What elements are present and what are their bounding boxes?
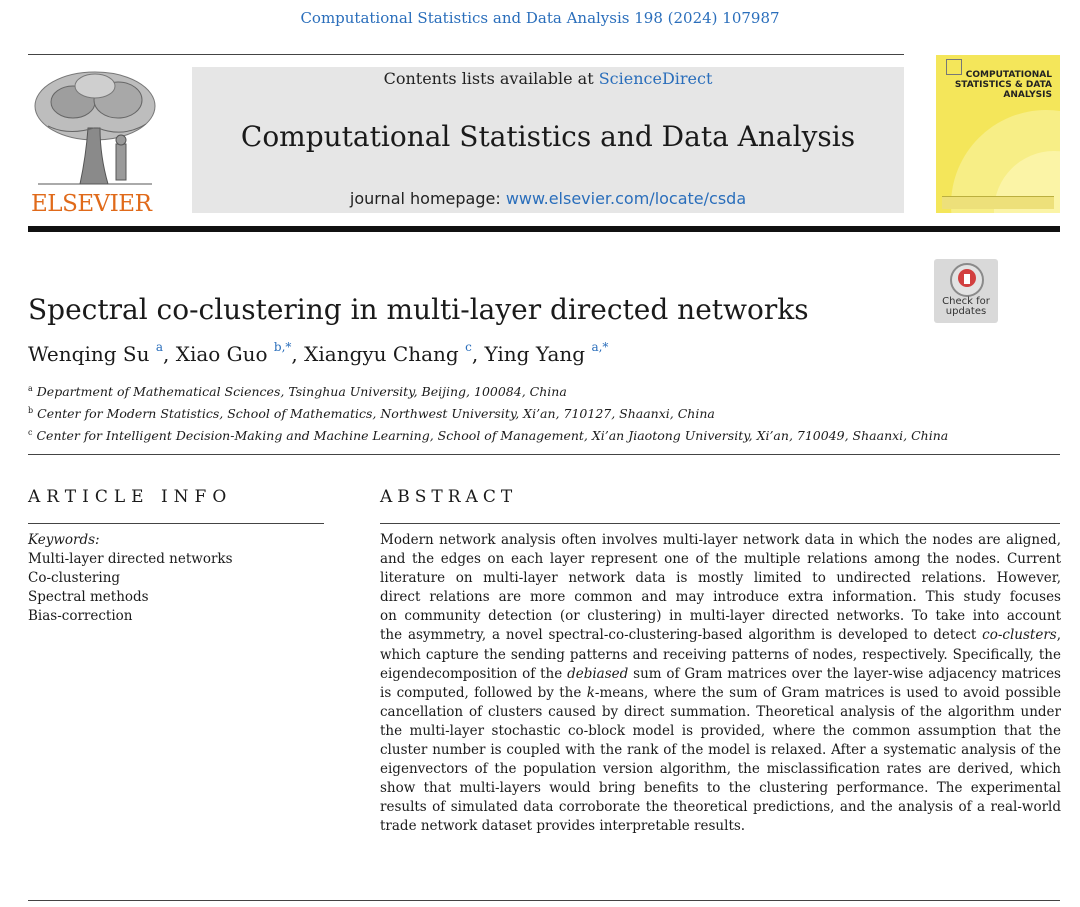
journal-citation[interactable]: Computational Statistics and Data Analysis 198 (2024) 107987 [300,9,780,27]
abstract-line: results of simulated data corroborate the theoretical predictions, and the analysis of a real-world [380,799,1061,816]
author-list [28,342,608,366]
header-thick-rule [28,226,1060,232]
author-affiliation-mark[interactable]: a [155,340,163,355]
author-separator: , [291,342,305,366]
author-separator: , [162,342,176,366]
abstract-line: is computed, followed by the k-means, where the sum of Gram matrices is used to avoid possible [380,684,1061,701]
elsevier-logo-text[interactable]: ELSEVIER [31,191,152,217]
author[interactable]: Xiangyu Chang [304,342,459,366]
keyword-item: Bias-correction [28,608,133,624]
author[interactable]: Ying Yang [484,342,586,366]
abstract-body [380,531,1061,837]
author-affiliation-mark[interactable]: c [465,340,472,355]
abstract-line: and the edges on each layer represent one of the multiple relations among the nodes. Current [380,551,1061,568]
author-separator: , [471,342,485,366]
abstract-line: on community detection (or clustering) in multi-layer directed networks. To take into account [380,608,1061,625]
abstract-rule [380,523,1060,524]
keyword-item: Multi-layer directed networks [28,551,233,567]
homepage-prefix: journal homepage: [349,189,506,208]
affiliation-mark: c [28,428,33,438]
keywords-block [28,531,233,626]
abstract-line: eigenvectors of the population version algorithm, the misclassification rates are derived, which [380,761,1061,778]
author-affiliation-mark[interactable]: b,* [273,340,292,355]
check-updates-label: Check for updates [942,296,990,317]
affiliation-mark: a [28,384,33,393]
affiliation-item [28,401,948,423]
keyword-item: Spectral methods [28,589,149,605]
abstract-line: literature on multi-layer network data is mostly limited to undirected relations. However, [380,570,1061,587]
affiliation-item [28,379,948,401]
bookmark-icon [950,263,984,297]
author[interactable]: Wenqing Su [28,342,150,366]
affiliation-text: Center for Modern Statistics, School of Mathematics, Northwest University, Xi’an, 710127, Shaanxi, China [37,406,715,422]
affiliation-mark: b [28,406,34,416]
cover-title: COMPUTATIONAL STATISTICS & DATA ANALYSIS [954,70,1052,100]
section-rule [28,454,1060,455]
author-affiliation-mark[interactable]: a,* [591,340,609,355]
abstract-line: cancellation of clusters caused by direct summation. Theoretical analysis of the algorithm under [380,703,1061,720]
abstract-line: cluster number is coupled with the rank of the model is relaxed. After a systematic analysis of the [380,742,1061,759]
abstract-line: the asymmetry, a novel spectral-co-clustering-based algorithm is developed to detect co-clusters, [380,627,1061,644]
journal-banner [192,67,904,213]
abstract-heading: ABSTRACT [380,487,518,507]
abstract-line: which capture the sending patterns and receiving patterns of nodes, respectively. Specifically, the [380,646,1061,663]
keywords-label: Keywords: [28,532,100,548]
sciencedirect-link[interactable]: ScienceDirect [598,69,713,88]
abstract-line: direct relations are more common and may introduce extra information. This study focuses [380,589,1061,606]
top-rule [28,54,904,55]
affiliation-text: Center for Intelligent Decision-Making and Machine Learning, School of Management, Xi’an Jiaotong University, Xi’an, 710049, Shaanxi, China [36,428,949,444]
article-info-heading: ARTICLE INFO [28,487,233,507]
article-title: Spectral co-clustering in multi-layer directed networks [28,293,809,326]
article-info-rule [28,523,324,524]
abstract-line: show that multi-layers would bring benefits to the clustering performance. The experimental [380,780,1061,797]
affiliation-item [28,423,948,445]
journal-title: Computational Statistics and Data Analysis [240,120,856,153]
abstract-line: trade network dataset provides interpretable results. [380,818,746,835]
contents-prefix: Contents lists available at [383,69,599,88]
abstract-line: eigendecomposition of the debiased sum of Gram matrices over the layer-wise adjacency matrices [380,665,1061,682]
abstract-line: the multi-layer stochastic co-block model is provided, where the common assumption that the [380,722,1061,739]
author[interactable]: Xiao Guo [175,342,268,366]
abstract-line: Modern network analysis often involves multi-layer network data in which the nodes are aligned, [380,532,1061,548]
affiliations [28,379,948,445]
check-for-updates-button[interactable] [934,259,998,323]
homepage-line [192,189,904,208]
bottom-rule [28,900,1060,901]
contents-line [192,69,904,88]
journal-cover[interactable] [936,55,1060,213]
cover-footer-strip [942,196,1054,209]
affiliation-text: Department of Mathematical Sciences, Tsinghua University, Beijing, 100084, China [36,384,567,400]
keyword-item: Co-clustering [28,570,121,586]
homepage-link[interactable]: www.elsevier.com/locate/csda [505,189,747,208]
